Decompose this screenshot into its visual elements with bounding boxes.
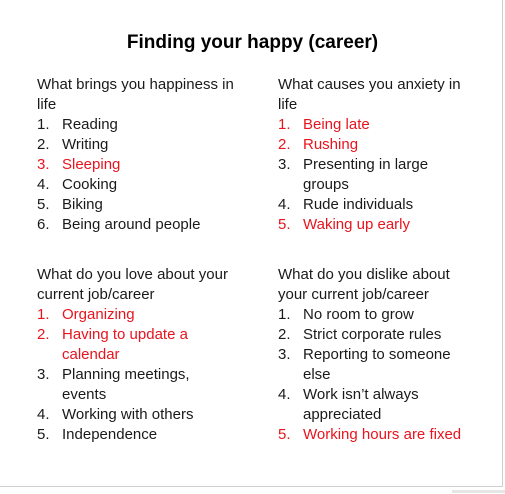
list-item <box>278 195 478 215</box>
section-title: What do you dislike about your current job/career <box>278 266 450 303</box>
list-item <box>278 345 478 385</box>
list-item <box>37 155 252 175</box>
item-list <box>278 305 478 445</box>
slide-title: Finding your happy (career) <box>126 32 379 53</box>
list-text: Rushing <box>303 136 359 153</box>
list-item <box>278 115 478 135</box>
list-text: Working with others <box>62 406 194 423</box>
list-item <box>37 365 237 405</box>
list-item <box>37 215 252 235</box>
list-text: Biking <box>62 196 103 213</box>
item-list <box>37 115 252 235</box>
list-text: Being around people <box>62 216 201 233</box>
list-number: 4. <box>37 406 50 423</box>
list-number: 4. <box>37 176 50 193</box>
list-item <box>278 155 478 195</box>
scroll-edge <box>452 490 505 493</box>
list-item <box>37 325 237 365</box>
section-title: What causes you anxiety in life <box>278 76 461 113</box>
list-number: 5. <box>37 426 50 443</box>
list-item <box>37 195 252 215</box>
section-anxiety <box>278 75 478 235</box>
list-number: 1. <box>37 306 50 323</box>
list-number: 4. <box>278 386 291 403</box>
list-text: No room to grow <box>303 306 414 323</box>
list-text: Waking up early <box>303 216 410 233</box>
list-item <box>37 305 237 325</box>
list-number: 1. <box>37 116 50 133</box>
list-number: 2. <box>278 326 291 343</box>
list-text: Reporting to someone else <box>303 346 451 383</box>
item-list <box>278 115 478 235</box>
list-text: Being late <box>303 116 370 133</box>
list-number: 1. <box>278 306 291 323</box>
list-text: Writing <box>62 136 109 153</box>
list-text: Working hours are fixed <box>303 426 462 443</box>
list-text: Planning meetings, events <box>62 366 190 403</box>
list-text: Presenting in large groups <box>303 156 429 193</box>
list-item <box>278 305 478 325</box>
list-text: Having to update a calendar <box>62 326 188 363</box>
list-number: 4. <box>278 196 291 213</box>
section-love-job <box>37 265 237 445</box>
list-number: 2. <box>37 136 50 153</box>
list-item <box>278 215 478 235</box>
list-number: 3. <box>37 366 50 383</box>
list-item <box>278 135 478 155</box>
list-item <box>37 175 252 195</box>
list-item <box>37 135 252 155</box>
list-item <box>278 325 478 345</box>
list-text: Rude individuals <box>303 196 414 213</box>
list-number: 5. <box>37 196 50 213</box>
list-item <box>278 425 478 445</box>
list-text: Strict corporate rules <box>303 326 442 343</box>
list-number: 2. <box>37 326 50 343</box>
list-text: Sleeping <box>62 156 121 173</box>
list-text: Cooking <box>62 176 118 193</box>
item-list <box>37 305 237 445</box>
list-item <box>37 405 237 425</box>
section-dislike-job <box>278 265 478 445</box>
list-number: 2. <box>278 136 291 153</box>
list-text: Work isn’t always appreciated <box>303 386 419 423</box>
section-title: What do you love about your current job/career <box>37 266 228 303</box>
list-number: 5. <box>278 426 291 443</box>
list-number: 6. <box>37 216 50 233</box>
list-text: Independence <box>62 426 158 443</box>
list-item <box>37 425 237 445</box>
list-number: 3. <box>278 156 291 173</box>
list-number: 3. <box>37 156 50 173</box>
section-happiness <box>37 75 252 235</box>
section-title: What brings you happiness in life <box>37 76 234 113</box>
list-item <box>37 115 252 135</box>
list-number: 1. <box>278 116 291 133</box>
list-number: 5. <box>278 216 291 233</box>
list-text: Organizing <box>62 306 135 323</box>
list-number: 3. <box>278 346 291 363</box>
list-item <box>278 385 478 425</box>
list-text: Reading <box>62 116 118 133</box>
